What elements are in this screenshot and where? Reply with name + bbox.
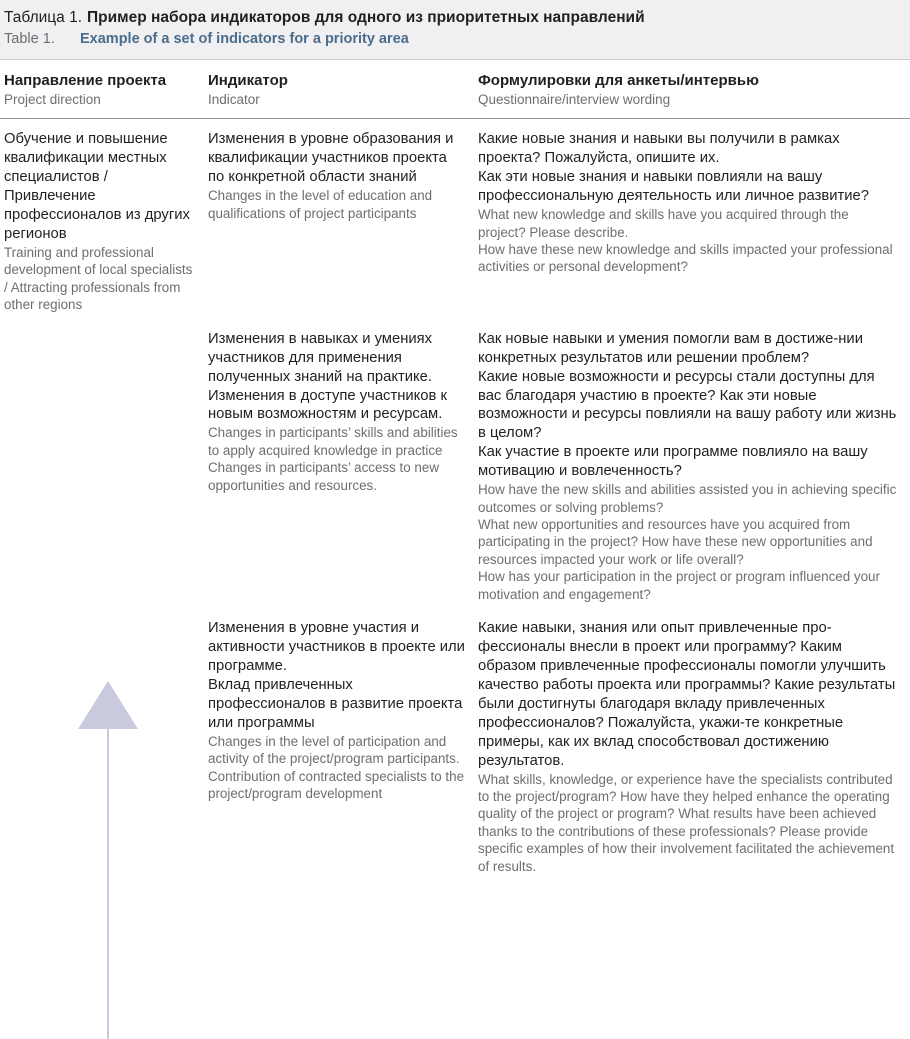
cell-indicator [208,619,478,875]
wording-ru: Как новые навыки и умения помогли вам в достиже-нии конкретных результатов или решении проблем? Какие новые возможности и ресурсы стали доступны для вас благодаря участию в проекте? Как эти новые возможности и ресурсы повлияли на вашу работу или жизнь в целом? Как участие в проекте или программе повлияло на вашу мотивацию и вовлеченность? [478,330,897,480]
column-header-wording-ru: Формулировки для анкеты/интервью [478,71,759,89]
table-body [0,119,910,881]
caption-text-ru: Пример набора индикаторов для одного из приоритетных направлений [87,9,645,26]
table-row [0,119,910,319]
caption-text-en: Example of a set of indicators for a priority area [80,31,409,48]
cell-indicator [208,330,478,603]
column-header-direction [4,72,208,109]
column-header-indicator-ru: Индикатор [208,71,288,89]
table-row [0,609,910,881]
column-header-wording [478,72,904,109]
cell-direction [4,619,208,875]
indicator-en: Changes in participants’ skills and abilities to apply acquired knowledge in practice Changes in participants’ access to new opportunities and resources. [208,425,458,493]
caption-label-ru: Таблица 1. [4,9,83,26]
indicator-ru: Изменения в навыках и умениях участников для применения полученных знаний на практике. Изменения в доступе участников к новым возможностям и ресурсам. [208,330,447,423]
caption-russian [0,8,910,27]
column-header-wording-en: Questionnaire/interview wording [478,91,671,107]
wording-en: What new knowledge and skills have you acquired through the project? Please describe. How have these new knowledge and skills impacted your professional activities or personal development? [478,207,893,275]
cell-wording [478,619,904,875]
cell-wording [478,130,904,313]
column-header-direction-ru: Направление проекта [4,71,167,89]
direction-en: Training and professional development of local specialists / Attracting professionals from other regions [4,245,193,313]
column-header-indicator-en: Indicator [208,91,260,107]
caption-label-en: Table 1. [4,31,55,48]
cell-indicator [208,130,478,313]
indicator-en: Changes in the level of education and qualifications of project participants [208,188,433,221]
wording-ru: Какие новые знания и навыки вы получили в рамках проекта? Пожалуйста, опишите их. Как эти новые знания и навыки повлияли на вашу профессиональную деятельность или личное развитие? [478,131,869,205]
caption-english [0,30,910,48]
wording-en: What skills, knowledge, or experience have the specialists contributed to the project/program? How have they helped enhance the operating quality of the project or program? What results have been achieved thanks to the contributions of these professionals? Please provide specific examples of how their involvement facilitated the achievement of results. [478,771,895,874]
indicator-ru: Изменения в уровне участия и активности участников в проекте или программе. Вклад привлеченных профессионалов в развитие проекта или программы [208,620,465,731]
column-header-indicator [208,72,478,109]
cell-direction [4,330,208,603]
cell-wording [478,330,904,603]
column-header-direction-en: Project direction [4,91,101,107]
indicator-ru: Изменения в уровне образования и квалификации участников проекта по конкретной области знаний [208,131,454,186]
table-caption [0,0,910,60]
table-header-row [0,60,910,120]
direction-ru: Обучение и повышение квалификации местных специалистов / Привлечение профессионалов из других регионов [4,131,190,243]
wording-ru: Какие навыки, знания или опыт привлеченные про-фессионалы внесли в проект или программу? Каким образом привлеченные профессионалы помогли улучшить качество работы проекта или программы? Какие результаты были достигнуты благодаря вкладу привлеченных профессионалов? Пожалуйста, укажи-те конкретные примеры, как их вклад способствовал достижению результатов. [478,620,896,769]
indicator-en: Changes in the level of participation and activity of the project/program participants. Contribution of contracted specialists to the project/program development [208,733,465,802]
wording-en: How have the new skills and abilities assisted you in achieving specific outcomes or solving problems? What new opportunities and resources have you acquired from participating in the project? How have these new opportunities and resources impacted your work or life overall? How has your participation in the project or program influenced your motivation and engagement? [478,482,897,602]
cell-direction [4,130,208,313]
table-row [0,320,910,609]
